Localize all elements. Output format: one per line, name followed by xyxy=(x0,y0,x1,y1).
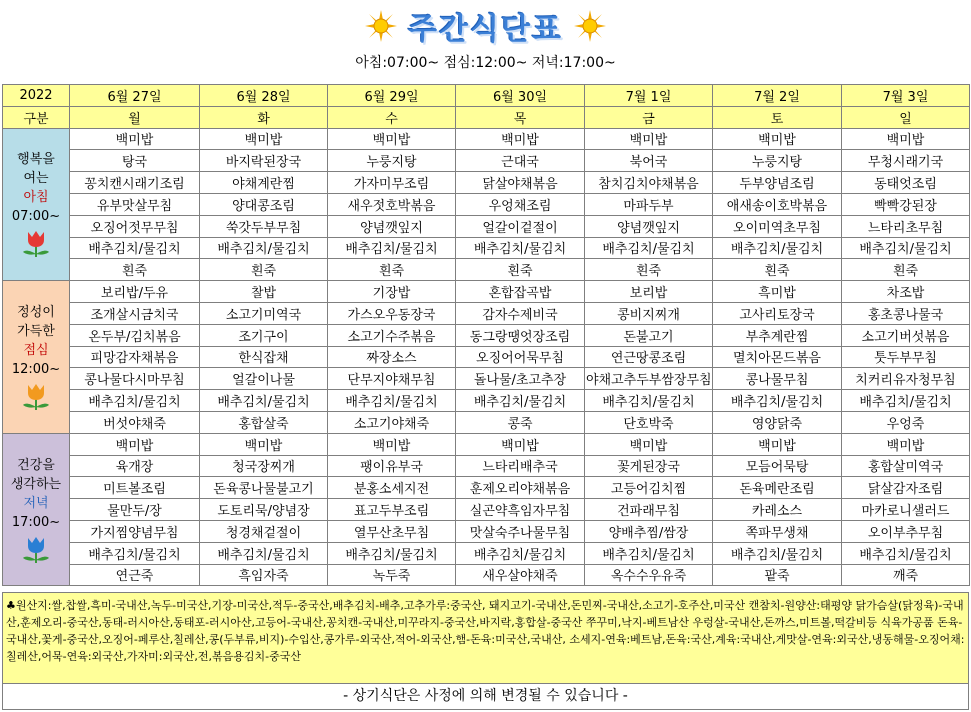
menu-item-cell: 백미밥 xyxy=(456,433,585,455)
menu-item-cell: 쪽파무생채 xyxy=(713,520,842,542)
breakfast-label xyxy=(3,128,70,281)
menu-item-cell: 백미밥 xyxy=(328,433,456,455)
menu-item-cell: 배추김치/물김치 xyxy=(70,542,200,564)
menu-item-cell: 조기구이 xyxy=(200,324,328,346)
menu-item-cell: 흰죽 xyxy=(328,259,456,281)
menu-item-cell: 훈제오리야채볶음 xyxy=(456,477,585,499)
breakfast-row xyxy=(3,259,970,281)
breakfast-row xyxy=(3,172,970,194)
footer-note: - 상기식단은 사정에 의해 변경될 수 있습니다 - xyxy=(2,684,969,710)
menu-item-cell: 흑미밥 xyxy=(713,281,842,303)
menu-item-cell: 멸치아몬드볶음 xyxy=(713,346,842,368)
menu-item-cell: 배추김치/물김치 xyxy=(328,542,456,564)
menu-item-cell: 고등어김치찜 xyxy=(585,477,713,499)
menu-item-cell: 양념깻잎지 xyxy=(585,215,713,237)
page-header xyxy=(0,0,971,84)
menu-item-cell: 미트볼조림 xyxy=(70,477,200,499)
menu-item-cell: 백미밥 xyxy=(70,128,200,150)
breakfast-row xyxy=(3,215,970,237)
menu-item-cell: 흰죽 xyxy=(585,259,713,281)
menu-item-cell: 오이부추무침 xyxy=(842,520,970,542)
menu-item-cell: 콩비지찌개 xyxy=(585,302,713,324)
lunch-row xyxy=(3,281,970,303)
year-cell: 2022 xyxy=(3,85,70,107)
menu-item-cell: 육개장 xyxy=(70,455,200,477)
menu-item-cell: 배추김치/물김치 xyxy=(456,237,585,259)
menu-item-cell: 꽃게된장국 xyxy=(585,455,713,477)
menu-item-cell: 팽이유부국 xyxy=(328,455,456,477)
menu-item-cell: 돈불고기 xyxy=(585,324,713,346)
menu-item-cell: 열무산초무침 xyxy=(328,520,456,542)
menu-item-cell: 홍초콩나물국 xyxy=(842,302,970,324)
dinner-row xyxy=(3,455,970,477)
menu-item-cell: 흰죽 xyxy=(713,259,842,281)
menu-item-cell: 차조밥 xyxy=(842,281,970,303)
menu-item-cell: 조개살시금치국 xyxy=(70,302,200,324)
menu-item-cell: 배추김치/물김치 xyxy=(713,237,842,259)
lunch-label-label2: 가득한 xyxy=(17,323,55,339)
menu-item-cell: 닭살야채볶음 xyxy=(456,172,585,194)
menu-item-cell: 새우젓호박볶음 xyxy=(328,193,456,215)
menu-item-cell: 배추김치/물김치 xyxy=(456,542,585,564)
menu-item-cell: 실곤약흑임자무침 xyxy=(456,499,585,521)
lunch-row xyxy=(3,302,970,324)
menu-item-cell: 단무지야채무침 xyxy=(328,368,456,390)
menu-item-cell: 소고기미역국 xyxy=(200,302,328,324)
menu-item-cell: 우엉죽 xyxy=(842,411,970,433)
breakfast-label-time: 07:00~ xyxy=(11,209,61,225)
menu-item-cell: 근대국 xyxy=(456,150,585,172)
menu-item-cell: 툿두부무침 xyxy=(842,346,970,368)
menu-item-cell: 백미밥 xyxy=(200,128,328,150)
menu-item-cell: 무청시래기국 xyxy=(842,150,970,172)
menu-item-cell: 백미밥 xyxy=(200,433,328,455)
menu-item-cell: 참치김치야채볶음 xyxy=(585,172,713,194)
sun-flower-icon xyxy=(364,9,398,43)
menu-item-cell: 느타리초무침 xyxy=(842,215,970,237)
menu-item-cell: 도토리묵/양념장 xyxy=(200,499,328,521)
menu-item-cell: 야채계란찜 xyxy=(200,172,328,194)
menu-item-cell: 소고기수주볶음 xyxy=(328,324,456,346)
menu-item-cell: 백미밥 xyxy=(713,433,842,455)
menu-item-cell: 배추김치/물김치 xyxy=(842,542,970,564)
menu-item-cell: 백미밥 xyxy=(585,433,713,455)
menu-table xyxy=(2,84,970,586)
menu-item-cell: 소고기야채죽 xyxy=(328,411,456,433)
menu-item-cell: 마카로니샐러드 xyxy=(842,499,970,521)
menu-item-cell: 야채고추두부쌈장무침 xyxy=(585,368,713,390)
menu-item-cell: 마파두부 xyxy=(585,193,713,215)
menu-item-cell: 백미밥 xyxy=(70,433,200,455)
menu-item-cell: 돈육콩나물불고기 xyxy=(200,477,328,499)
menu-item-cell: 오징어젓무무침 xyxy=(70,215,200,237)
lunch-row xyxy=(3,368,970,390)
lunch-label-time: 12:00~ xyxy=(11,361,61,377)
breakfast-label-label2: 여는 xyxy=(23,171,49,187)
day-cell: 일 xyxy=(842,106,970,128)
title-row xyxy=(0,6,971,46)
menu-item-cell: 배추김치/물김치 xyxy=(585,237,713,259)
dinner-label-label1: 건강을 xyxy=(17,457,55,473)
day-cell: 화 xyxy=(200,106,328,128)
menu-item-cell: 기장밥 xyxy=(328,281,456,303)
menu-item-cell: 홍합살죽 xyxy=(200,411,328,433)
lunch-label-meal: 점심 xyxy=(23,342,49,358)
menu-item-cell: 피망감자채볶음 xyxy=(70,346,200,368)
menu-item-cell: 배추김치/물김치 xyxy=(328,237,456,259)
menu-item-cell: 누룽지탕 xyxy=(713,150,842,172)
menu-item-cell: 백미밥 xyxy=(713,128,842,150)
menu-item-cell: 단호박죽 xyxy=(585,411,713,433)
lunch-row xyxy=(3,324,970,346)
lunch-label-label1: 정성이 xyxy=(17,304,55,320)
menu-item-cell: 새우살야채죽 xyxy=(456,564,585,586)
dinner-label xyxy=(3,433,70,586)
menu-item-cell: 흰죽 xyxy=(456,259,585,281)
menu-item-cell: 백미밥 xyxy=(842,433,970,455)
menu-item-cell: 오징어어묵무침 xyxy=(456,346,585,368)
dinner-row xyxy=(3,499,970,521)
menu-item-cell: 콩죽 xyxy=(456,411,585,433)
menu-item-cell: 홍합살미역국 xyxy=(842,455,970,477)
menu-item-cell: 영양닭죽 xyxy=(713,411,842,433)
menu-item-cell: 팥죽 xyxy=(713,564,842,586)
menu-item-cell: 흰죽 xyxy=(842,259,970,281)
red-tulip-icon xyxy=(19,228,53,258)
date-cell: 6월 28일 xyxy=(200,85,328,107)
date-cell: 6월 27일 xyxy=(70,85,200,107)
menu-item-cell: 백미밥 xyxy=(842,128,970,150)
division-cell: 구분 xyxy=(3,106,70,128)
breakfast-row xyxy=(3,150,970,172)
menu-item-cell: 배추김치/물김치 xyxy=(200,390,328,412)
date-cell: 7월 3일 xyxy=(842,85,970,107)
menu-item-cell: 배추김치/물김치 xyxy=(200,542,328,564)
menu-item-cell: 바지락된장국 xyxy=(200,150,328,172)
menu-item-cell: 가스오우동장국 xyxy=(328,302,456,324)
menu-item-cell: 양배추찜/쌈장 xyxy=(585,520,713,542)
menu-item-cell: 한식잡채 xyxy=(200,346,328,368)
menu-item-cell: 치커리유자청무침 xyxy=(842,368,970,390)
menu-item-cell: 배추김치/물김치 xyxy=(456,390,585,412)
menu-item-cell: 애새송이호박볶음 xyxy=(713,193,842,215)
menu-item-cell: 가자미무조림 xyxy=(328,172,456,194)
date-cell: 6월 29일 xyxy=(328,85,456,107)
menu-item-cell: 혼합잡곡밥 xyxy=(456,281,585,303)
dinner-row xyxy=(3,564,970,586)
breakfast-label-label1: 행복을 xyxy=(17,152,55,168)
menu-item-cell: 돈육메란조림 xyxy=(713,477,842,499)
origin-info: ♣원산지:쌀,찹쌀,흑미-국내산,녹두-미국산,기장-미국산,적두-중국산,배추김치-배추,고추가루:중국산, 돼지고기-국내산,돈민찌-국내산,소고기-호주산,미국산 캔참치-원양산:태평양 닭가슴살(닭정육)-국내산,훈제오리-중국산,동태-러시아산,동태포-러시아산,고등어-국내산,꽁치캔-국내산,미꾸라지-중국산,바지락,홍합살-중국산 쭈꾸미,낙지-베트남산 우렁살-국내산,돈까스,미트볼,떡갈비등 식육가공품 돈육-국내산,꽃게-중국산,오징어-페루산,칠레산,콩(두부류,비지)-수입산,콩가루-외국산,적어-외국산,햄-돈육:미국산,국내산, 소세지-연육:베트남,돈육:국산,계육:국내산,게맛살-연육:외국산,냉동해물-오징어채:칠레산,어묵-연육:외국산,가자미:외국산,전,볶음용김치-중국산 xyxy=(2,592,969,684)
menu-item-cell: 청경채겉절이 xyxy=(200,520,328,542)
menu-item-cell: 소고기버섯볶음 xyxy=(842,324,970,346)
menu-item-cell: 감자수제비국 xyxy=(456,302,585,324)
orange-tulip-icon xyxy=(19,381,53,411)
menu-item-cell: 배추김치/물김치 xyxy=(70,390,200,412)
menu-item-cell: 오이미역초무침 xyxy=(713,215,842,237)
menu-item-cell: 고사리토장국 xyxy=(713,302,842,324)
menu-item-cell: 돌나물/초고추장 xyxy=(456,368,585,390)
meal-times: 아침:07:00~ 점심:12:00~ 저녁:17:00~ xyxy=(355,55,616,71)
menu-item-cell: 부추계란찜 xyxy=(713,324,842,346)
menu-item-cell: 동태엇조림 xyxy=(842,172,970,194)
menu-item-cell: 북어국 xyxy=(585,150,713,172)
menu-item-cell: 누룽지탕 xyxy=(328,150,456,172)
menu-item-cell: 백미밥 xyxy=(585,128,713,150)
dinner-label-label2: 생각하는 xyxy=(10,476,62,492)
menu-item-cell: 콩나물다시마무침 xyxy=(70,368,200,390)
lunch-row xyxy=(3,411,970,433)
menu-item-cell: 흑임자죽 xyxy=(200,564,328,586)
lunch-row xyxy=(3,346,970,368)
day-cell: 수 xyxy=(328,106,456,128)
menu-item-cell: 양대콩조림 xyxy=(200,193,328,215)
menu-item-cell: 유부맛살무침 xyxy=(70,193,200,215)
menu-item-cell: 쑥갓두부무침 xyxy=(200,215,328,237)
menu-item-cell: 깨죽 xyxy=(842,564,970,586)
lunch-label xyxy=(3,281,70,434)
menu-item-cell: 배추김치/물김치 xyxy=(842,390,970,412)
day-cell: 금 xyxy=(585,106,713,128)
menu-item-cell: 연근죽 xyxy=(70,564,200,586)
menu-item-cell: 배추김치/물김치 xyxy=(713,390,842,412)
menu-item-cell: 보리밥/두유 xyxy=(70,281,200,303)
menu-item-cell: 꽁치캔시래기조림 xyxy=(70,172,200,194)
menu-item-cell: 연근땅콩조림 xyxy=(585,346,713,368)
day-row xyxy=(3,106,970,128)
dinner-row xyxy=(3,520,970,542)
dinner-row xyxy=(3,477,970,499)
menu-item-cell: 탕국 xyxy=(70,150,200,172)
menu-item-cell: 배추김치/물김치 xyxy=(585,390,713,412)
menu-item-cell: 얼갈이나물 xyxy=(200,368,328,390)
menu-item-cell: 청국장찌개 xyxy=(200,455,328,477)
date-row xyxy=(3,85,970,107)
menu-item-cell: 동그랑땡엇장조림 xyxy=(456,324,585,346)
day-cell: 목 xyxy=(456,106,585,128)
menu-item-cell: 백미밥 xyxy=(456,128,585,150)
menu-item-cell: 표고두부조림 xyxy=(328,499,456,521)
page-title: 주간식단표 xyxy=(408,12,563,47)
menu-item-cell: 보리밥 xyxy=(585,281,713,303)
menu-item-cell: 배추김치/물김치 xyxy=(70,237,200,259)
menu-item-cell: 두부양념조림 xyxy=(713,172,842,194)
menu-item-cell: 콩나물무침 xyxy=(713,368,842,390)
breakfast-label-meal: 아침 xyxy=(23,190,49,206)
menu-item-cell: 배추김치/물김치 xyxy=(585,542,713,564)
breakfast-row xyxy=(3,237,970,259)
menu-item-cell: 짜장소스 xyxy=(328,346,456,368)
menu-item-cell: 느타리배추국 xyxy=(456,455,585,477)
menu-item-cell: 맛살숙주나물무침 xyxy=(456,520,585,542)
menu-item-cell: 찰밥 xyxy=(200,281,328,303)
menu-item-cell: 물만두/장 xyxy=(70,499,200,521)
menu-item-cell: 흰죽 xyxy=(70,259,200,281)
menu-item-cell: 백미밥 xyxy=(328,128,456,150)
dinner-label-time: 17:00~ xyxy=(11,514,61,530)
date-cell: 6월 30일 xyxy=(456,85,585,107)
menu-item-cell: 우엉채조림 xyxy=(456,193,585,215)
menu-item-cell: 카레소스 xyxy=(713,499,842,521)
menu-item-cell: 건파래무침 xyxy=(585,499,713,521)
menu-item-cell: 흰죽 xyxy=(200,259,328,281)
breakfast-row xyxy=(3,128,970,150)
menu-item-cell: 배추김치/물김치 xyxy=(842,237,970,259)
dinner-row xyxy=(3,542,970,564)
menu-item-cell: 양념깻잎지 xyxy=(328,215,456,237)
day-cell: 월 xyxy=(70,106,200,128)
menu-item-cell: 빡빡강된장 xyxy=(842,193,970,215)
menu-item-cell: 버섯야채죽 xyxy=(70,411,200,433)
menu-item-cell: 배추김치/물김치 xyxy=(328,390,456,412)
menu-item-cell: 분홍소세지전 xyxy=(328,477,456,499)
menu-item-cell: 모듬어묵탕 xyxy=(713,455,842,477)
dinner-label-meal: 저녁 xyxy=(23,495,49,511)
sun-flower-icon xyxy=(573,9,607,43)
breakfast-row xyxy=(3,193,970,215)
menu-item-cell: 닭살감자조림 xyxy=(842,477,970,499)
date-cell: 7월 2일 xyxy=(713,85,842,107)
blue-tulip-icon xyxy=(19,534,53,564)
menu-item-cell: 배추김치/물김치 xyxy=(200,237,328,259)
menu-item-cell: 온두부/김치볶음 xyxy=(70,324,200,346)
menu-item-cell: 녹두죽 xyxy=(328,564,456,586)
menu-item-cell: 가지찜양념무침 xyxy=(70,520,200,542)
date-cell: 7월 1일 xyxy=(585,85,713,107)
menu-item-cell: 옥수수우유죽 xyxy=(585,564,713,586)
lunch-row xyxy=(3,390,970,412)
day-cell: 토 xyxy=(713,106,842,128)
menu-item-cell: 배추김치/물김치 xyxy=(713,542,842,564)
menu-item-cell: 얼갈이겉절이 xyxy=(456,215,585,237)
dinner-row xyxy=(3,433,970,455)
